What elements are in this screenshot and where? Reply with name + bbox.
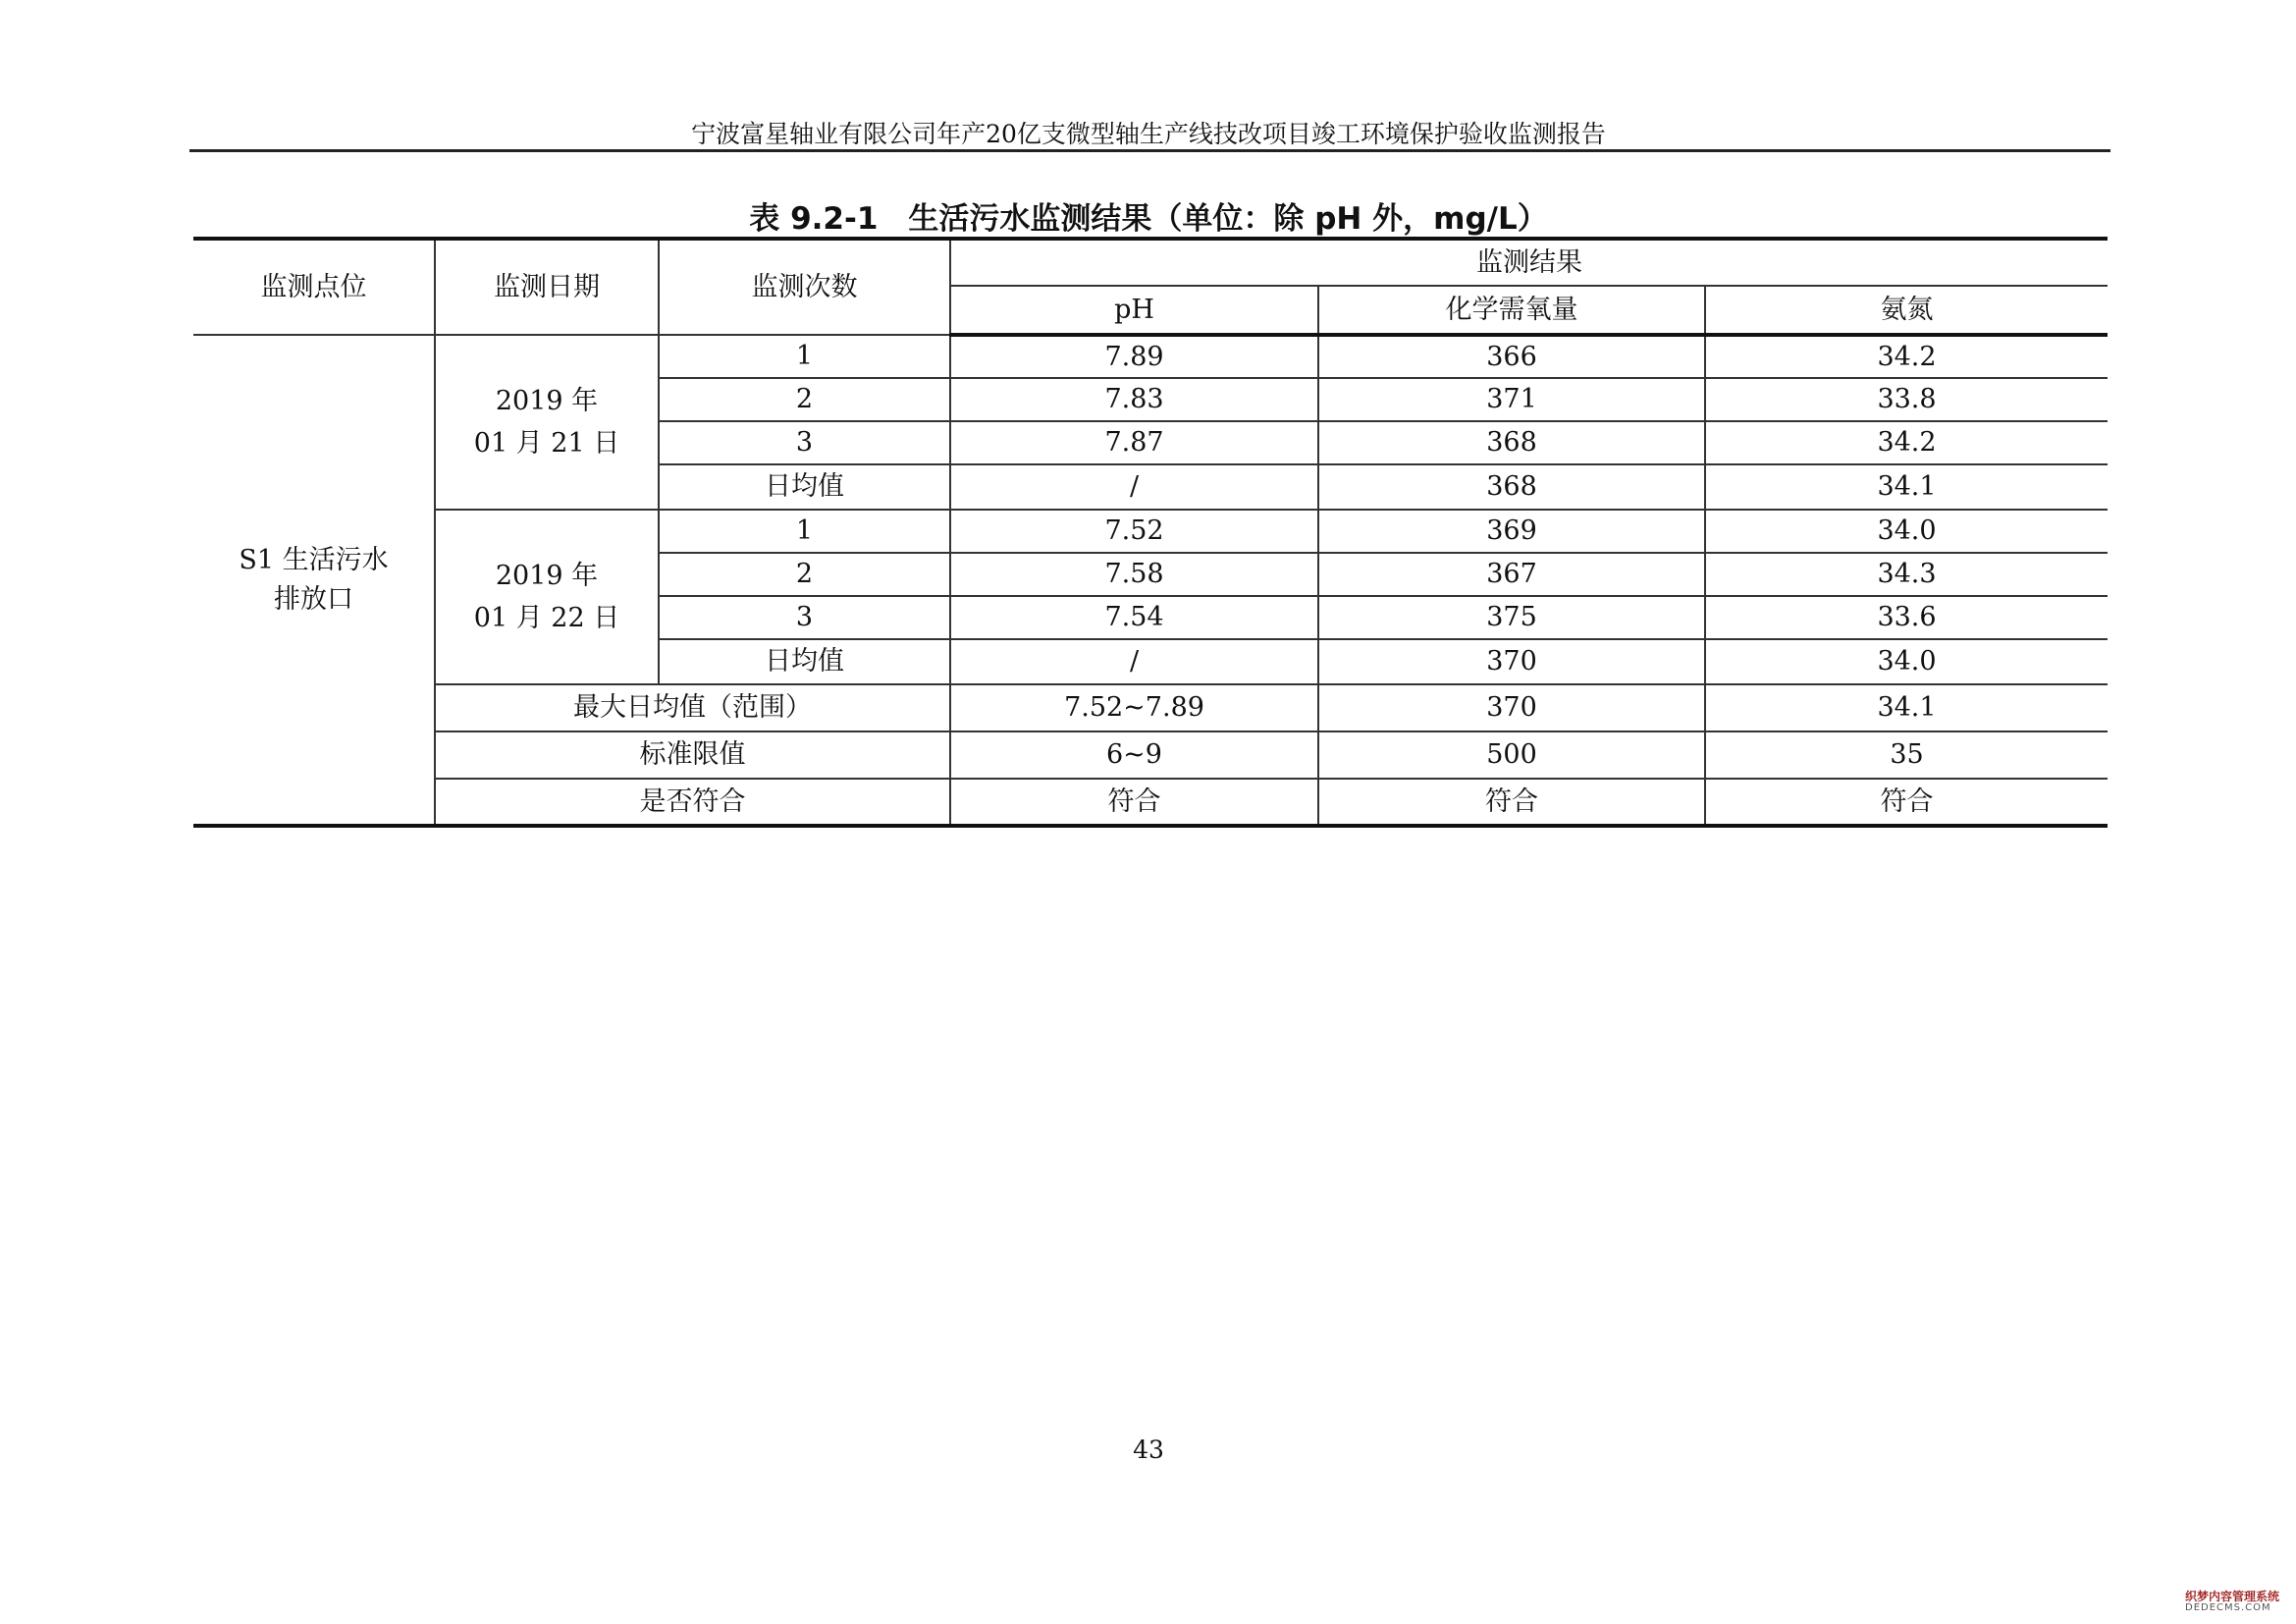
date-line2: 01 月 21 日 (473, 428, 620, 459)
header-date: 监测日期 (435, 239, 659, 335)
page-header: 宁波富星轴业有限公司年产20亿支微型轴生产线技改项目竣工环境保护验收监测报告 (691, 120, 1606, 148)
cod-cell: 500 (1318, 731, 1705, 779)
cod-cell: 375 (1318, 596, 1705, 639)
watermark-line1: 织梦内容管理系统 (2185, 1590, 2280, 1603)
summary-row-max-daily (193, 684, 2108, 731)
cod-cell: 符合 (1318, 779, 1705, 826)
summary-label: 是否符合 (435, 779, 950, 826)
count-cell: 日均值 (659, 639, 950, 684)
cod-cell: 367 (1318, 553, 1705, 596)
ammonia-cell: 34.1 (1705, 464, 2108, 510)
table-row (193, 335, 2108, 378)
count-cell: 1 (659, 510, 950, 553)
header-ph: pH (950, 286, 1318, 335)
ph-cell: 符合 (950, 779, 1318, 826)
count-cell: 2 (659, 378, 950, 421)
ammonia-cell: 符合 (1705, 779, 2108, 826)
ammonia-cell: 34.1 (1705, 684, 2108, 731)
ph-cell: 6~9 (950, 731, 1318, 779)
ph-cell: 7.87 (950, 421, 1318, 464)
count-cell: 2 (659, 553, 950, 596)
date-line1: 2019 年 (495, 560, 599, 591)
ammonia-cell: 34.2 (1705, 335, 2108, 378)
cod-cell: 369 (1318, 510, 1705, 553)
ammonia-cell: 33.8 (1705, 378, 2108, 421)
ammonia-cell: 34.0 (1705, 639, 2108, 684)
ammonia-cell: 33.6 (1705, 596, 2108, 639)
ph-cell: / (950, 639, 1318, 684)
count-cell: 3 (659, 421, 950, 464)
watermark-logo (2185, 1591, 2293, 1613)
cod-cell: 368 (1318, 464, 1705, 510)
ph-cell: / (950, 464, 1318, 510)
date-line2: 01 月 22 日 (473, 603, 620, 633)
date-line1: 2019 年 (495, 385, 599, 416)
header-result-group: 监测结果 (950, 239, 2108, 286)
summary-row-compliance (193, 779, 2108, 826)
monitoring-results-table (193, 237, 2108, 828)
header-rule (189, 149, 2110, 152)
ammonia-cell: 34.3 (1705, 553, 2108, 596)
count-cell: 1 (659, 335, 950, 378)
header-location: 监测点位 (193, 239, 435, 335)
location-line1: S1 生活污水 (239, 545, 389, 576)
count-cell: 3 (659, 596, 950, 639)
date-cell (435, 510, 659, 684)
header-row-1 (193, 239, 2108, 286)
ph-cell: 7.83 (950, 378, 1318, 421)
cod-cell: 370 (1318, 639, 1705, 684)
summary-label: 最大日均值（范围） (435, 684, 950, 731)
watermark-line2: DEDECMS.COM (2185, 1601, 2271, 1613)
count-cell: 日均值 (659, 464, 950, 510)
summary-label: 标准限值 (435, 731, 950, 779)
location-cell (193, 335, 435, 826)
cod-cell: 368 (1318, 421, 1705, 464)
cod-cell: 366 (1318, 335, 1705, 378)
page-number: 43 (1133, 1435, 1164, 1464)
ph-cell: 7.52~7.89 (950, 684, 1318, 731)
location-line2: 排放口 (274, 583, 353, 615)
cod-cell: 370 (1318, 684, 1705, 731)
header-ammonia: 氨氮 (1705, 286, 2108, 335)
date-cell (435, 335, 659, 510)
ammonia-cell: 34.2 (1705, 421, 2108, 464)
header-count: 监测次数 (659, 239, 950, 335)
cod-cell: 371 (1318, 378, 1705, 421)
summary-row-standard (193, 731, 2108, 779)
table-row (193, 510, 2108, 553)
ph-cell: 7.54 (950, 596, 1318, 639)
table-title: 表 9.2-1 生活污水监测结果（单位：除 pH 外，mg/L） (749, 201, 1548, 237)
ph-cell: 7.52 (950, 510, 1318, 553)
ph-cell: 7.89 (950, 335, 1318, 378)
header-cod: 化学需氧量 (1318, 286, 1705, 335)
ph-cell: 7.58 (950, 553, 1318, 596)
ammonia-cell: 34.0 (1705, 510, 2108, 553)
ammonia-cell: 35 (1705, 731, 2108, 779)
